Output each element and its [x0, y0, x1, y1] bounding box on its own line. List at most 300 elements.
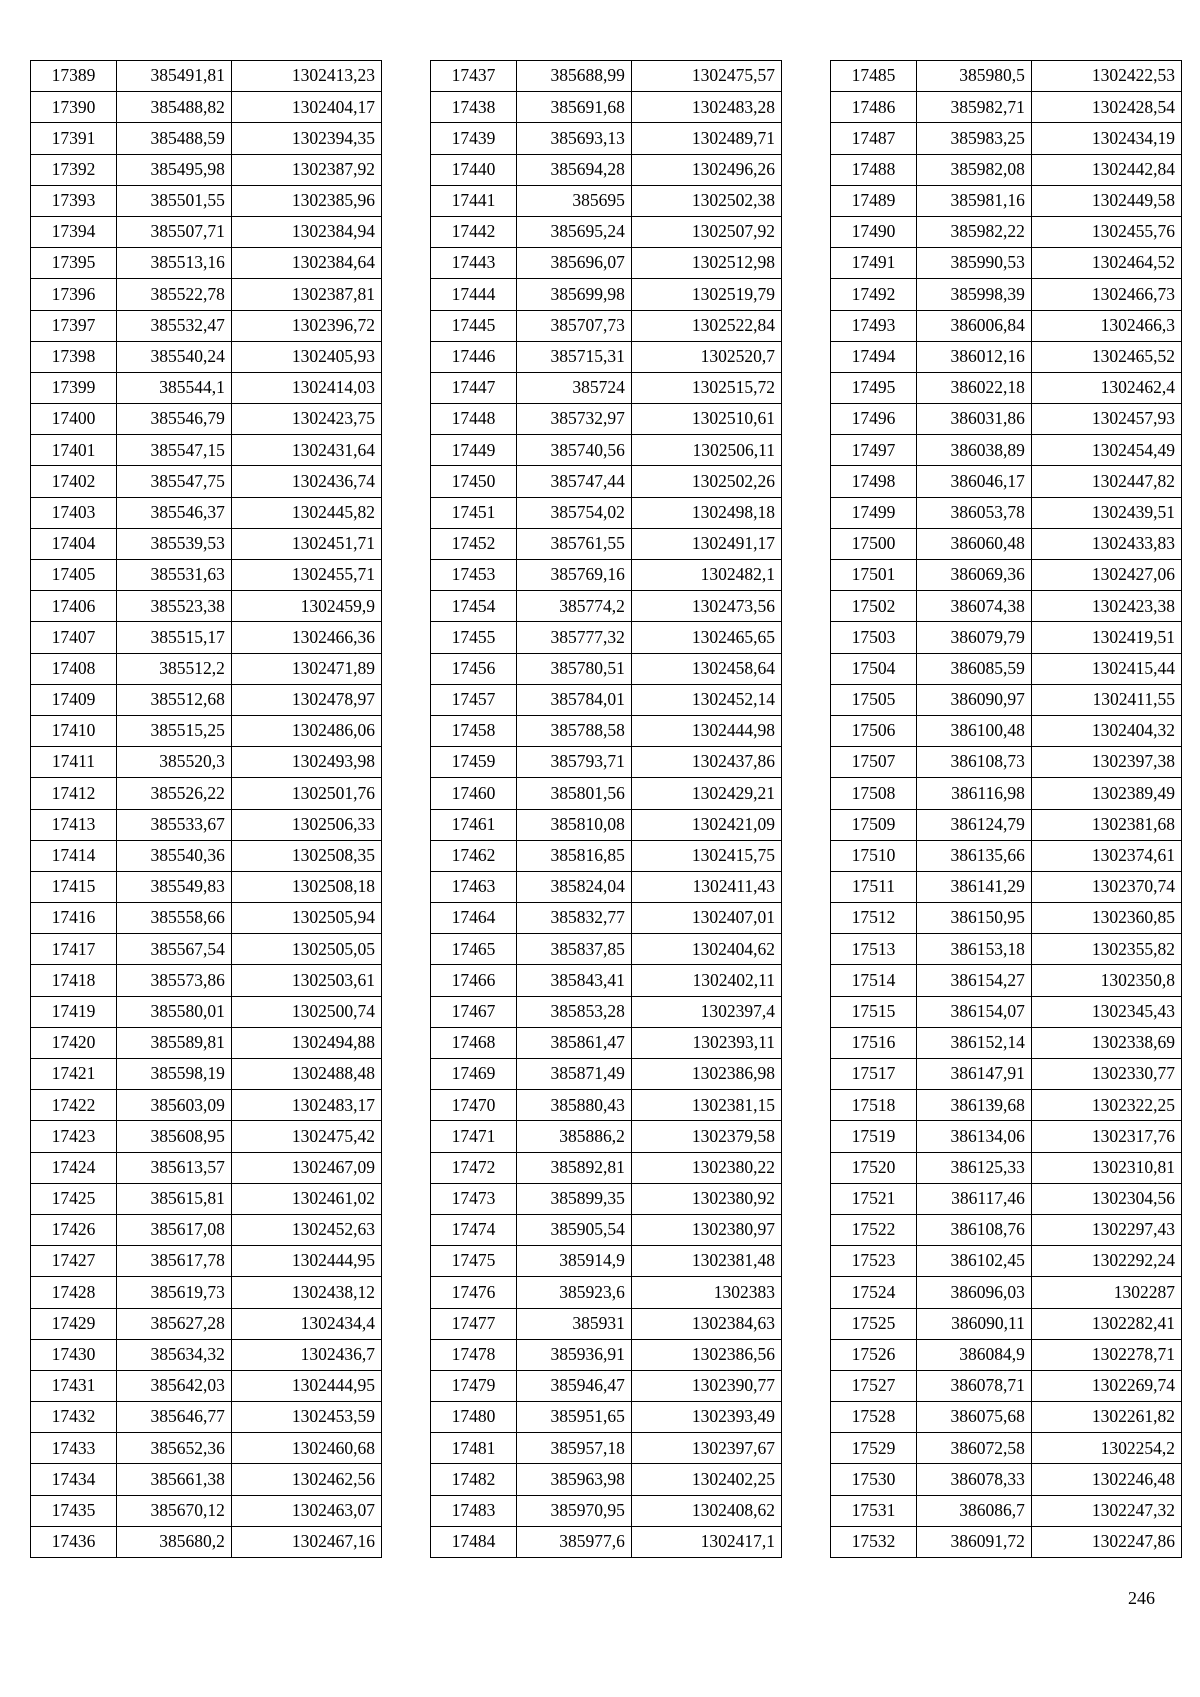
table-row [31, 778, 382, 809]
table-row [31, 684, 382, 715]
x-coordinate-cell: 385540,36 [116, 840, 231, 871]
table-row [431, 216, 782, 247]
x-coordinate-cell: 386102,45 [916, 1246, 1031, 1277]
x-coordinate-cell: 385547,75 [116, 466, 231, 497]
x-coordinate-cell: 386124,79 [916, 809, 1031, 840]
y-coordinate-cell: 1302427,06 [1031, 560, 1181, 591]
x-coordinate-cell: 385695,24 [516, 216, 631, 247]
table-row [831, 591, 1182, 622]
y-coordinate-cell: 1302475,42 [231, 1121, 381, 1152]
x-coordinate-cell: 386012,16 [916, 341, 1031, 372]
y-coordinate-cell: 1302402,25 [631, 1464, 781, 1495]
x-coordinate-cell: 385981,16 [916, 185, 1031, 216]
table-row [31, 1183, 382, 1214]
x-coordinate-cell: 386154,27 [916, 965, 1031, 996]
table-row [31, 1339, 382, 1370]
table-row [31, 809, 382, 840]
point-number-cell: 17482 [431, 1464, 517, 1495]
table-row [31, 1027, 382, 1058]
y-coordinate-cell: 1302502,26 [631, 466, 781, 497]
point-number-cell: 17517 [831, 1059, 917, 1090]
y-coordinate-cell: 1302387,92 [231, 154, 381, 185]
point-number-cell: 17491 [831, 248, 917, 279]
x-coordinate-cell: 385957,18 [516, 1433, 631, 1464]
x-coordinate-cell: 385832,77 [516, 903, 631, 934]
table-row [431, 372, 782, 403]
table-row [831, 653, 1182, 684]
y-coordinate-cell: 1302467,09 [231, 1152, 381, 1183]
point-number-cell: 17437 [431, 61, 517, 92]
x-coordinate-cell: 385761,55 [516, 528, 631, 559]
x-coordinate-cell: 386091,72 [916, 1526, 1031, 1557]
x-coordinate-cell: 385691,68 [516, 92, 631, 123]
table-row [31, 1090, 382, 1121]
point-number-cell: 17426 [31, 1214, 117, 1245]
y-coordinate-cell: 1302384,63 [631, 1308, 781, 1339]
y-coordinate-cell: 1302396,72 [231, 310, 381, 341]
point-number-cell: 17512 [831, 903, 917, 934]
y-coordinate-cell: 1302457,93 [1031, 404, 1181, 435]
table-row [831, 1433, 1182, 1464]
point-number-cell: 17499 [831, 497, 917, 528]
y-coordinate-cell: 1302455,71 [231, 560, 381, 591]
y-coordinate-cell: 1302380,97 [631, 1214, 781, 1245]
point-number-cell: 17427 [31, 1246, 117, 1277]
x-coordinate-cell: 385617,78 [116, 1246, 231, 1277]
y-coordinate-cell: 1302500,74 [231, 996, 381, 1027]
y-coordinate-cell: 1302434,19 [1031, 123, 1181, 154]
point-number-cell: 17462 [431, 840, 517, 871]
point-number-cell: 17510 [831, 840, 917, 871]
point-number-cell: 17507 [831, 747, 917, 778]
table-row [831, 1464, 1182, 1495]
point-number-cell: 17475 [431, 1246, 517, 1277]
point-number-cell: 17404 [31, 528, 117, 559]
x-coordinate-cell: 385980,5 [916, 61, 1031, 92]
x-coordinate-cell: 386075,68 [916, 1402, 1031, 1433]
table-row [431, 1370, 782, 1401]
point-number-cell: 17474 [431, 1214, 517, 1245]
y-coordinate-cell: 1302338,69 [1031, 1027, 1181, 1058]
x-coordinate-cell: 386090,11 [916, 1308, 1031, 1339]
x-coordinate-cell: 386085,59 [916, 653, 1031, 684]
x-coordinate-cell: 385777,32 [516, 622, 631, 653]
table-row [431, 1090, 782, 1121]
x-coordinate-cell: 385546,79 [116, 404, 231, 435]
y-coordinate-cell: 1302466,3 [1031, 310, 1181, 341]
y-coordinate-cell: 1302508,35 [231, 840, 381, 871]
point-number-cell: 17438 [431, 92, 517, 123]
x-coordinate-cell: 385707,73 [516, 310, 631, 341]
y-coordinate-cell: 1302444,95 [231, 1370, 381, 1401]
x-coordinate-cell: 385523,38 [116, 591, 231, 622]
point-number-cell: 17414 [31, 840, 117, 871]
x-coordinate-cell: 385695 [516, 185, 631, 216]
point-number-cell: 17399 [31, 372, 117, 403]
x-coordinate-cell: 386072,58 [916, 1433, 1031, 1464]
y-coordinate-cell: 1302278,71 [1031, 1339, 1181, 1370]
point-number-cell: 17490 [831, 216, 917, 247]
x-coordinate-cell: 385488,59 [116, 123, 231, 154]
y-coordinate-cell: 1302475,57 [631, 61, 781, 92]
point-number-cell: 17460 [431, 778, 517, 809]
coordinate-table-3 [830, 60, 1182, 1558]
y-coordinate-cell: 1302390,77 [631, 1370, 781, 1401]
point-number-cell: 17453 [431, 560, 517, 591]
x-coordinate-cell: 386141,29 [916, 871, 1031, 902]
point-number-cell: 17431 [31, 1370, 117, 1401]
x-coordinate-cell: 385531,63 [116, 560, 231, 591]
y-coordinate-cell: 1302473,56 [631, 591, 781, 622]
table-row [31, 715, 382, 746]
x-coordinate-cell: 385871,49 [516, 1059, 631, 1090]
table-row [31, 341, 382, 372]
point-number-cell: 17421 [31, 1059, 117, 1090]
y-coordinate-cell: 1302444,98 [631, 715, 781, 746]
y-coordinate-cell: 1302385,96 [231, 185, 381, 216]
table-row [31, 934, 382, 965]
x-coordinate-cell: 385540,24 [116, 341, 231, 372]
point-number-cell: 17433 [31, 1433, 117, 1464]
point-number-cell: 17516 [831, 1027, 917, 1058]
table-row [831, 1402, 1182, 1433]
table-row [431, 61, 782, 92]
point-number-cell: 17408 [31, 653, 117, 684]
table-row [831, 1059, 1182, 1090]
x-coordinate-cell: 385532,47 [116, 310, 231, 341]
table-row [31, 1495, 382, 1526]
point-number-cell: 17411 [31, 747, 117, 778]
table-row [431, 92, 782, 123]
table-row [831, 747, 1182, 778]
table-row [831, 248, 1182, 279]
x-coordinate-cell: 385512,68 [116, 684, 231, 715]
point-number-cell: 17521 [831, 1183, 917, 1214]
y-coordinate-cell: 1302494,88 [231, 1027, 381, 1058]
y-coordinate-cell: 1302394,35 [231, 123, 381, 154]
point-number-cell: 17458 [431, 715, 517, 746]
point-number-cell: 17402 [31, 466, 117, 497]
x-coordinate-cell: 386139,68 [916, 1090, 1031, 1121]
table-row [31, 1464, 382, 1495]
x-coordinate-cell: 386031,86 [916, 404, 1031, 435]
point-number-cell: 17451 [431, 497, 517, 528]
x-coordinate-cell: 385558,66 [116, 903, 231, 934]
y-coordinate-cell: 1302438,12 [231, 1277, 381, 1308]
x-coordinate-cell: 386084,9 [916, 1339, 1031, 1370]
x-coordinate-cell: 385567,54 [116, 934, 231, 965]
table-row [431, 560, 782, 591]
point-number-cell: 17440 [431, 154, 517, 185]
x-coordinate-cell: 386117,46 [916, 1183, 1031, 1214]
point-number-cell: 17528 [831, 1402, 917, 1433]
point-number-cell: 17432 [31, 1402, 117, 1433]
table-row [31, 1214, 382, 1245]
table-row [431, 497, 782, 528]
point-number-cell: 17492 [831, 279, 917, 310]
point-number-cell: 17439 [431, 123, 517, 154]
table-row [831, 965, 1182, 996]
point-number-cell: 17434 [31, 1464, 117, 1495]
y-coordinate-cell: 1302522,84 [631, 310, 781, 341]
y-coordinate-cell: 1302515,72 [631, 372, 781, 403]
x-coordinate-cell: 385982,08 [916, 154, 1031, 185]
x-coordinate-cell: 386046,17 [916, 466, 1031, 497]
table-row [431, 435, 782, 466]
y-coordinate-cell: 1302429,21 [631, 778, 781, 809]
point-number-cell: 17389 [31, 61, 117, 92]
y-coordinate-cell: 1302442,84 [1031, 154, 1181, 185]
y-coordinate-cell: 1302439,51 [1031, 497, 1181, 528]
x-coordinate-cell: 385549,83 [116, 871, 231, 902]
x-coordinate-cell: 385914,9 [516, 1246, 631, 1277]
x-coordinate-cell: 385642,03 [116, 1370, 231, 1401]
table-row [831, 341, 1182, 372]
x-coordinate-cell: 386152,14 [916, 1027, 1031, 1058]
point-number-cell: 17455 [431, 622, 517, 653]
point-number-cell: 17424 [31, 1152, 117, 1183]
table-row [831, 1277, 1182, 1308]
point-number-cell: 17494 [831, 341, 917, 372]
y-coordinate-cell: 1302397,4 [631, 996, 781, 1027]
y-coordinate-cell: 1302380,22 [631, 1152, 781, 1183]
point-number-cell: 17447 [431, 372, 517, 403]
point-number-cell: 17527 [831, 1370, 917, 1401]
x-coordinate-cell: 386060,48 [916, 528, 1031, 559]
x-coordinate-cell: 385615,81 [116, 1183, 231, 1214]
y-coordinate-cell: 1302465,52 [1031, 341, 1181, 372]
x-coordinate-cell: 386078,71 [916, 1370, 1031, 1401]
x-coordinate-cell: 386079,79 [916, 622, 1031, 653]
y-coordinate-cell: 1302501,76 [231, 778, 381, 809]
table-row [431, 653, 782, 684]
table-row [431, 1277, 782, 1308]
table-row [831, 715, 1182, 746]
table-row [831, 1246, 1182, 1277]
table-row [831, 154, 1182, 185]
point-number-cell: 17430 [31, 1339, 117, 1370]
x-coordinate-cell: 385539,53 [116, 528, 231, 559]
table-row [31, 216, 382, 247]
table-row [831, 1152, 1182, 1183]
y-coordinate-cell: 1302507,92 [631, 216, 781, 247]
x-coordinate-cell: 386074,38 [916, 591, 1031, 622]
point-number-cell: 17487 [831, 123, 917, 154]
table-row [31, 404, 382, 435]
y-coordinate-cell: 1302421,09 [631, 809, 781, 840]
point-number-cell: 17489 [831, 185, 917, 216]
y-coordinate-cell: 1302436,7 [231, 1339, 381, 1370]
point-number-cell: 17398 [31, 341, 117, 372]
x-coordinate-cell: 385923,6 [516, 1277, 631, 1308]
point-number-cell: 17416 [31, 903, 117, 934]
y-coordinate-cell: 1302247,86 [1031, 1526, 1181, 1557]
y-coordinate-cell: 1302483,17 [231, 1090, 381, 1121]
table-row [831, 684, 1182, 715]
point-number-cell: 17392 [31, 154, 117, 185]
x-coordinate-cell: 385970,95 [516, 1495, 631, 1526]
y-coordinate-cell: 1302261,82 [1031, 1402, 1181, 1433]
x-coordinate-cell: 385724 [516, 372, 631, 403]
x-coordinate-cell: 385520,3 [116, 747, 231, 778]
point-number-cell: 17444 [431, 279, 517, 310]
x-coordinate-cell: 385533,67 [116, 809, 231, 840]
y-coordinate-cell: 1302383 [631, 1277, 781, 1308]
point-number-cell: 17459 [431, 747, 517, 778]
x-coordinate-cell: 385977,6 [516, 1526, 631, 1557]
x-coordinate-cell: 385801,56 [516, 778, 631, 809]
y-coordinate-cell: 1302387,81 [231, 279, 381, 310]
y-coordinate-cell: 1302422,53 [1031, 61, 1181, 92]
table-row [31, 1433, 382, 1464]
y-coordinate-cell: 1302482,1 [631, 560, 781, 591]
table-row [431, 404, 782, 435]
point-number-cell: 17496 [831, 404, 917, 435]
table-row [431, 1214, 782, 1245]
y-coordinate-cell: 1302502,38 [631, 185, 781, 216]
y-coordinate-cell: 1302380,92 [631, 1183, 781, 1214]
x-coordinate-cell: 385740,56 [516, 435, 631, 466]
table-row [431, 466, 782, 497]
point-number-cell: 17429 [31, 1308, 117, 1339]
x-coordinate-cell: 385512,2 [116, 653, 231, 684]
table-row [831, 404, 1182, 435]
x-coordinate-cell: 385670,12 [116, 1495, 231, 1526]
y-coordinate-cell: 1302445,82 [231, 497, 381, 528]
table-row [431, 903, 782, 934]
table-row [431, 1152, 782, 1183]
x-coordinate-cell: 386096,03 [916, 1277, 1031, 1308]
point-number-cell: 17450 [431, 466, 517, 497]
table-row [431, 1464, 782, 1495]
y-coordinate-cell: 1302292,24 [1031, 1246, 1181, 1277]
table-row [831, 1183, 1182, 1214]
table-row [31, 279, 382, 310]
point-number-cell: 17435 [31, 1495, 117, 1526]
y-coordinate-cell: 1302345,43 [1031, 996, 1181, 1027]
point-number-cell: 17530 [831, 1464, 917, 1495]
y-coordinate-cell: 1302512,98 [631, 248, 781, 279]
point-number-cell: 17486 [831, 92, 917, 123]
table-row [31, 310, 382, 341]
point-number-cell: 17477 [431, 1308, 517, 1339]
x-coordinate-cell: 386134,06 [916, 1121, 1031, 1152]
point-number-cell: 17515 [831, 996, 917, 1027]
table-row [31, 1308, 382, 1339]
point-number-cell: 17407 [31, 622, 117, 653]
y-coordinate-cell: 1302461,02 [231, 1183, 381, 1214]
x-coordinate-cell: 385905,54 [516, 1214, 631, 1245]
table-row [431, 154, 782, 185]
x-coordinate-cell: 386108,76 [916, 1214, 1031, 1245]
x-coordinate-cell: 385522,78 [116, 279, 231, 310]
y-coordinate-cell: 1302381,48 [631, 1246, 781, 1277]
y-coordinate-cell: 1302519,79 [631, 279, 781, 310]
y-coordinate-cell: 1302466,73 [1031, 279, 1181, 310]
y-coordinate-cell: 1302384,94 [231, 216, 381, 247]
y-coordinate-cell: 1302381,68 [1031, 809, 1181, 840]
table-row [31, 61, 382, 92]
table-row [431, 1027, 782, 1058]
table-row [31, 560, 382, 591]
table-row [31, 1246, 382, 1277]
x-coordinate-cell: 385646,77 [116, 1402, 231, 1433]
x-coordinate-cell: 386022,18 [916, 372, 1031, 403]
x-coordinate-cell: 385892,81 [516, 1152, 631, 1183]
table-row [31, 653, 382, 684]
table-row [831, 1370, 1182, 1401]
x-coordinate-cell: 385617,08 [116, 1214, 231, 1245]
point-number-cell: 17501 [831, 560, 917, 591]
y-coordinate-cell: 1302493,98 [231, 747, 381, 778]
x-coordinate-cell: 385886,2 [516, 1121, 631, 1152]
point-number-cell: 17520 [831, 1152, 917, 1183]
y-coordinate-cell: 1302508,18 [231, 871, 381, 902]
y-coordinate-cell: 1302431,64 [231, 435, 381, 466]
point-number-cell: 17415 [31, 871, 117, 902]
y-coordinate-cell: 1302453,59 [231, 1402, 381, 1433]
y-coordinate-cell: 1302505,94 [231, 903, 381, 934]
y-coordinate-cell: 1302393,11 [631, 1027, 781, 1058]
table-row [31, 965, 382, 996]
table-row [831, 310, 1182, 341]
table-row [31, 871, 382, 902]
table-row [31, 1402, 382, 1433]
y-coordinate-cell: 1302297,43 [1031, 1214, 1181, 1245]
x-coordinate-cell: 385998,39 [916, 279, 1031, 310]
y-coordinate-cell: 1302454,49 [1031, 435, 1181, 466]
point-number-cell: 17448 [431, 404, 517, 435]
table-row [431, 341, 782, 372]
y-coordinate-cell: 1302402,11 [631, 965, 781, 996]
point-number-cell: 17483 [431, 1495, 517, 1526]
point-number-cell: 17526 [831, 1339, 917, 1370]
x-coordinate-cell: 385694,28 [516, 154, 631, 185]
y-coordinate-cell: 1302404,17 [231, 92, 381, 123]
point-number-cell: 17454 [431, 591, 517, 622]
point-number-cell: 17400 [31, 404, 117, 435]
table-row [431, 1308, 782, 1339]
point-number-cell: 17518 [831, 1090, 917, 1121]
point-number-cell: 17524 [831, 1277, 917, 1308]
y-coordinate-cell: 1302464,52 [1031, 248, 1181, 279]
y-coordinate-cell: 1302520,7 [631, 341, 781, 372]
x-coordinate-cell: 386153,18 [916, 934, 1031, 965]
coordinate-table-2 [430, 60, 782, 1558]
y-coordinate-cell: 1302407,01 [631, 903, 781, 934]
table-row [831, 996, 1182, 1027]
point-number-cell: 17394 [31, 216, 117, 247]
table-row [31, 528, 382, 559]
table-row [831, 1121, 1182, 1152]
y-coordinate-cell: 1302411,55 [1031, 684, 1181, 715]
point-number-cell: 17410 [31, 715, 117, 746]
y-coordinate-cell: 1302471,89 [231, 653, 381, 684]
point-number-cell: 17420 [31, 1027, 117, 1058]
y-coordinate-cell: 1302370,74 [1031, 871, 1181, 902]
table-row [431, 1246, 782, 1277]
x-coordinate-cell: 385515,25 [116, 715, 231, 746]
x-coordinate-cell: 385526,22 [116, 778, 231, 809]
x-coordinate-cell: 385699,98 [516, 279, 631, 310]
x-coordinate-cell: 385990,53 [916, 248, 1031, 279]
point-number-cell: 17417 [31, 934, 117, 965]
y-coordinate-cell: 1302405,93 [231, 341, 381, 372]
x-coordinate-cell: 386086,7 [916, 1495, 1031, 1526]
y-coordinate-cell: 1302374,61 [1031, 840, 1181, 871]
x-coordinate-cell: 385598,19 [116, 1059, 231, 1090]
point-number-cell: 17441 [431, 185, 517, 216]
